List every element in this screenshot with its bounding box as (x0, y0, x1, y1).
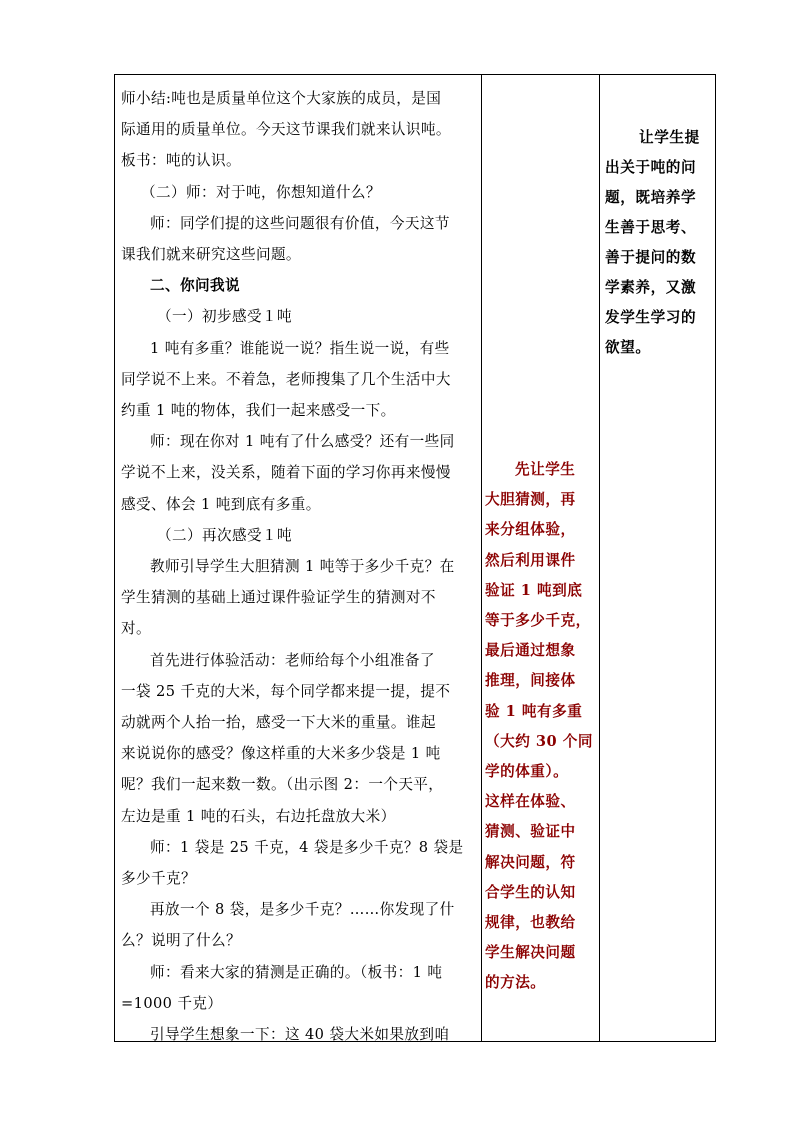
text-line: 教师引导学生大胆猜测 1 吨等于多少千克？在 (150, 558, 455, 576)
goal-line: 发学生学习的 (605, 309, 697, 326)
text-line: 感受、体会 1 吨到底有多重。 (121, 495, 321, 513)
goal-line: 让学生提 (639, 129, 700, 146)
text-line: 同学说不上来。不着急，老师搜集了几个生活中大 (121, 370, 451, 388)
teaching-process-column (121, 83, 477, 1050)
text-line: 动就两个人抬一抬，感受一下大米的重量。谁起 (121, 714, 436, 732)
text-line: 么？说明了什么？ (121, 932, 241, 950)
note-line: （大约 30 个同 (485, 732, 593, 750)
text-line: 1 吨有多重？谁能说一说？指生说一说，有些 (150, 339, 450, 357)
text-line: 首先进行体验活动：老师给每个小组准备了 (150, 651, 435, 669)
column-divider-1 (481, 75, 482, 1041)
text-line: 对。 (121, 620, 151, 638)
goal-line: 善于提问的数 (605, 249, 697, 266)
column-divider-2 (599, 75, 600, 1041)
text-line: 板书：吨的认识。 (121, 152, 241, 170)
goal-line: 学素养，又激 (605, 279, 697, 296)
text-line: 师：1 袋是 25 千克，4 袋是多少千克？8 袋是 (150, 838, 464, 856)
text-line: 际通用的质量单位。今天这节课我们就来认识吨。 (121, 121, 451, 139)
goal-line: 生善于思考、 (605, 219, 697, 236)
text-line: 学说不上来，没关系，随着下面的学习你再来慢慢 (121, 464, 451, 482)
note-line: 解决问题，符 (485, 853, 576, 871)
goal-line: 题，既培养学 (605, 189, 697, 206)
note-line: 这样在体验、 (485, 793, 576, 811)
text-line: 呢？我们一起来数一数。（出示图 2：一个天平， (121, 776, 444, 794)
goal-line: 欲望。 (605, 339, 651, 356)
text-line: 师：现在你对 1 吨有了什么感受？还有一些同 (150, 433, 455, 451)
note-line: 学生解决问题 (485, 944, 576, 962)
note-line: 先让学生 (515, 461, 576, 478)
goal-line: 出关于吨的问 (605, 159, 697, 176)
text-line: =1000 千克） (121, 994, 223, 1012)
note-line: 的方法。 (485, 974, 546, 992)
note-line: 大胆猜测，再 (485, 491, 576, 509)
text-line: 再放一个 8 袋，是多少千克？……你发现了什 (150, 901, 455, 919)
lesson-plan-table (114, 74, 716, 1042)
text-line: 师：看来大家的猜测是正确的。（板书：1 吨 (150, 963, 443, 981)
text-line: 约重 1 吨的物体，我们一起来感受一下。 (121, 402, 396, 420)
section-heading: 二、你问我说 (150, 277, 240, 295)
note-line: 猜测、验证中 (485, 823, 576, 841)
design-intent-column (485, 455, 595, 999)
note-line: 等于多少千克， (485, 612, 591, 630)
text-line: （二）师：对于吨，你想知道什么？ (141, 183, 381, 201)
text-line: 学生猜测的基础上通过课件验证学生的猜测对不 (121, 589, 436, 607)
note-line: 学的体重）。 (485, 763, 569, 781)
note-line: 推理，间接体 (485, 672, 576, 690)
note-line: 然后利用课件 (485, 551, 576, 569)
text-line: 引导学生想象一下：这 40 袋大米如果放到咱 (150, 1026, 450, 1044)
goal-column (605, 123, 711, 363)
text-line: 多少千克？ (121, 870, 196, 888)
note-line: 合学生的认知 (485, 883, 576, 901)
note-line: 来分组体验， (485, 521, 576, 539)
text-line: 师：同学们提的这些问题很有价值，今天这节 (150, 214, 450, 232)
subsection-heading: （二）再次感受１吨 (157, 526, 292, 544)
note-line: 最后通过想象 (485, 642, 576, 660)
text-line: 课我们就来研究这些问题。 (121, 246, 301, 264)
subsection-heading: （一）初步感受１吨 (157, 308, 292, 326)
text-line: 一袋 25 千克的大米，每个同学都来提一提，提不 (121, 682, 451, 700)
note-line: 验 1 吨有多重 (485, 702, 583, 720)
text-line: 左边是重 1 吨的石头，右边托盘放大米） (121, 807, 396, 825)
text-line: 师小结:吨也是质量单位这个大家族的成员，是国 (121, 90, 442, 107)
note-line: 验证 1 吨到底 (485, 581, 583, 599)
note-line: 规律，也教给 (485, 914, 576, 932)
text-line: 来说说你的感受？像这样重的大米多少袋是 1 吨 (121, 745, 441, 763)
